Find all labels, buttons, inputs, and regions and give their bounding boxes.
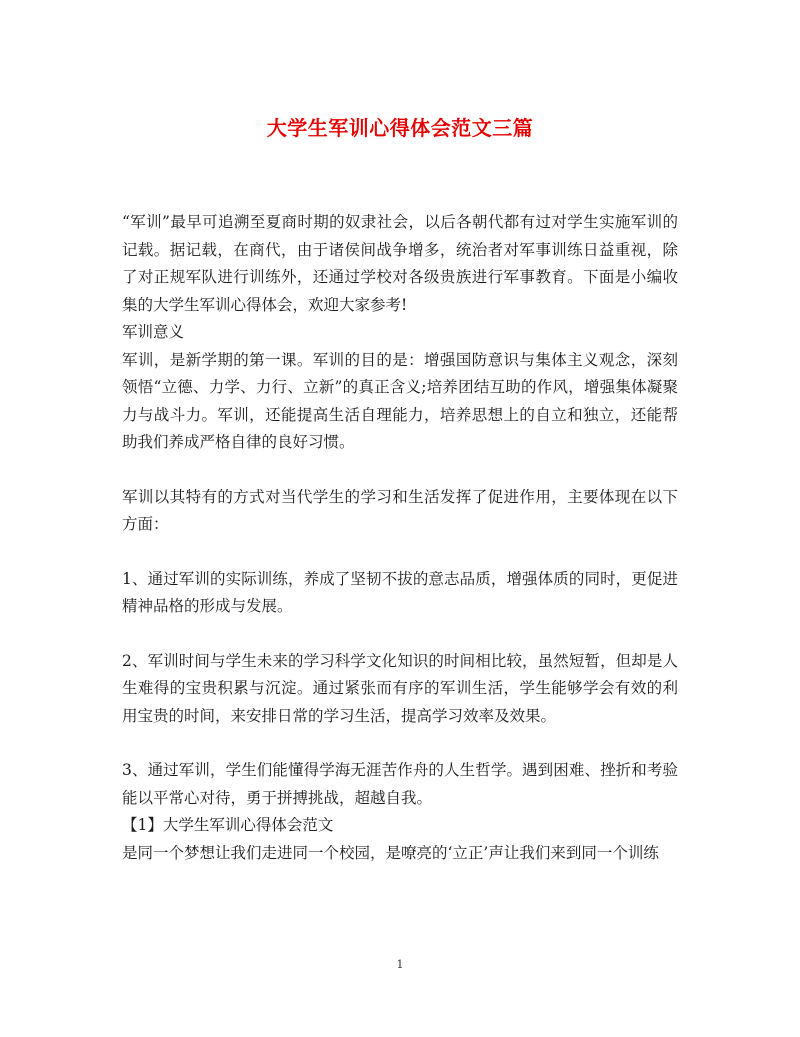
document-body [122,209,678,867]
list-item-3: 3、通过军训，学生们能懂得学海无涯苦作舟的人生哲学。遇到困难、挫折和考验能以平常心对待，勇于拼搏挑战，超越自我。 [122,761,678,807]
essay-1-first-line: 是同一个梦想让我们走进同一个校园，是嘹亮的‘立正’声让我们来到同一个训练 [122,843,659,862]
section-heading-military-training-meaning: 军训意义 [122,323,185,341]
intro-paragraph: “军训”最早可追溯至夏商时期的奴隶社会，以后各朝代都有过对学生实施军训的记载。据记载，在商代，由于诸侯间战争增多，统治者对军事训练日益重视，除了对正规军队进行训练外，还通过学校对各级贵族进行军事教育。下面是小编收集的大学生军训心得体会，欢迎大家参考! [122,213,678,314]
essay-heading-1: 【1】大学生军训心得体会范文 [122,816,334,834]
list-item-1: 1、通过军训的实际训练，养成了坚韧不拔的意志品质，增强体质的同时，更促进精神品格的形成与发展。 [122,569,678,615]
page-number: 1 [396,958,404,971]
list-item-2: 2、军训时间与学生未来的学习科学文化知识的时间相比较，虽然短暂，但却是人生难得的宝贵积累与沉淀。通过紧张而有序的军训生活，学生能够学会有效的利用宝贵的时间，来安排日常的学习生活，提高学习效率及效果。 [122,651,678,725]
meaning-paragraph: 军训，是新学期的第一课。军训的目的是：增强国防意识与集体主义观念，深刻领悟“立德、力学、力行、立新”的真正含义;培养团结互助的作风，增强集体凝聚力与战斗力。军训，还能提高生活自理能力，培养思想上的自立和独立，还能帮助我们养成严格自律的良好习惯。 [122,350,678,451]
effects-paragraph: 军训以其特有的方式对当代学生的学习和生活发挥了促进作用，主要体现在以下方面： [122,487,678,533]
document-title: 大学生军训心得体会范文三篇 [266,116,534,140]
